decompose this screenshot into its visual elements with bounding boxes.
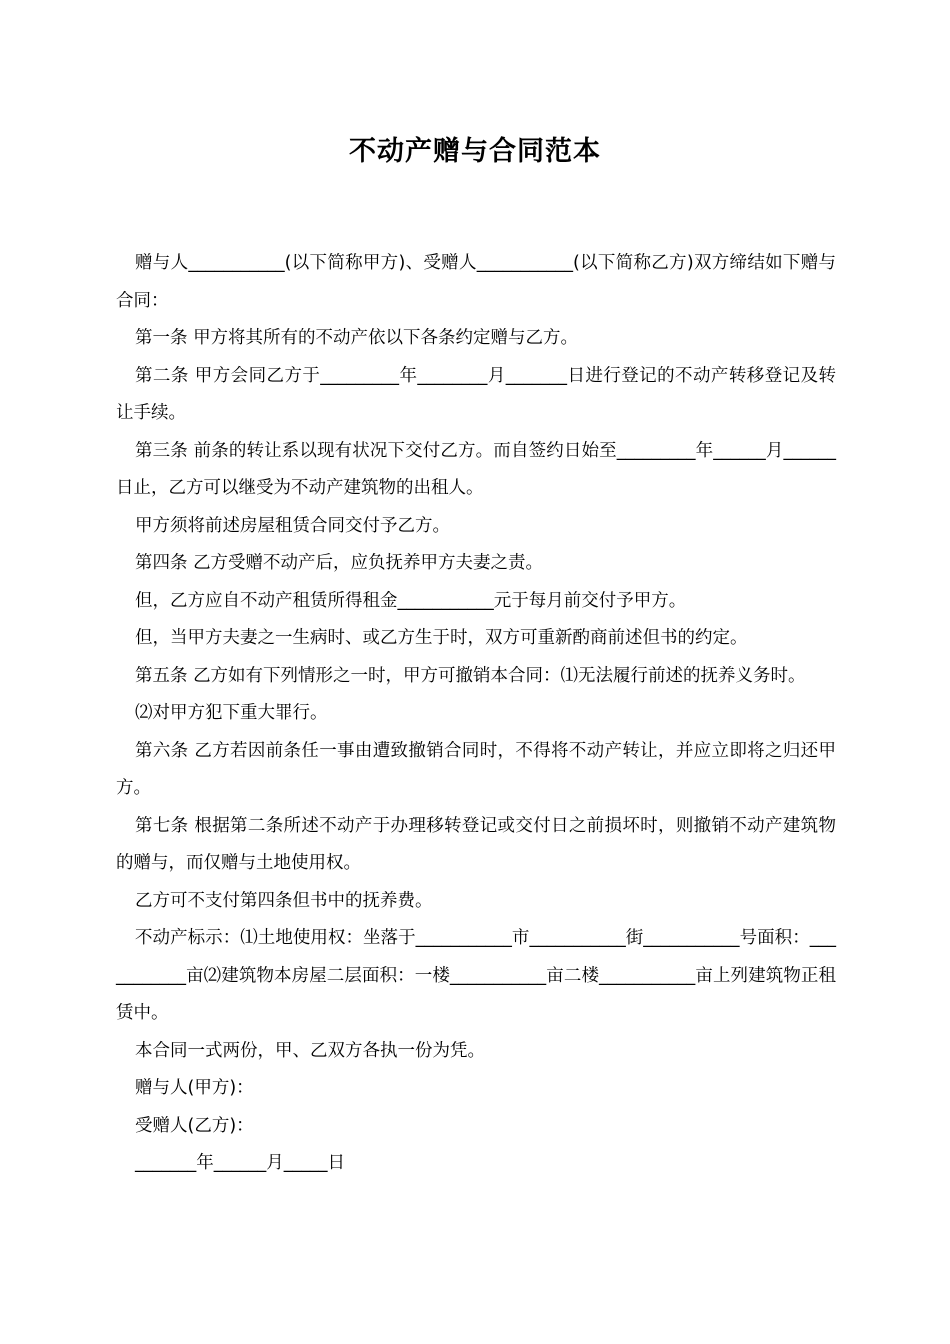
article-2: 第二条 甲方会同乙方于_________年________月_______日进行登记的不动产转移登记及转让手续。: [116, 365, 836, 423]
donee-signature-line: 受赠人(乙方)：: [135, 1115, 254, 1136]
donor-signature-line: 赠与人(甲方)：: [135, 1078, 254, 1098]
document-title: 不动产赠与合同范本: [349, 136, 601, 167]
date-line: _______年______月_____日: [135, 1153, 345, 1173]
intro-paragraph: 赠与人___________(以下简称甲方)、受赠人___________(以下简称乙方)双方缔结如下赠与合同：: [116, 253, 836, 311]
article-3: 第三条 前条的转让系以现有状况下交付乙方。而自签约日始至_________年______月______日止，乙方可以继受为不动产建筑物的出租人。: [116, 440, 836, 498]
article-7: 第七条 根据第二条所述不动产于办理移转登记或交付日之前损坏时，则撤销不动产建筑物的赠与，而仅赠与土地使用权。: [116, 815, 836, 873]
article-4-proviso-1: 但，乙方应自不动产租赁所得租金___________元于每月前交付予甲方。: [135, 590, 687, 611]
article-6: 第六条 乙方若因前条任一事由遭致撤销合同时，不得将不动产转让，并应立即将之归还甲方。: [116, 740, 836, 798]
property-description: 不动产标示：⑴土地使用权：坐落于___________市___________街___________号面积：___________亩⑵建筑物本房屋二层面积：一楼___________亩二楼___________亩上列建筑物正租赁中。: [116, 928, 836, 1023]
article-4-proviso-2: 但，当甲方夫妻之一生病时、或乙方生于时，双方可重新酌商前述但书的约定。: [135, 628, 748, 648]
copies-clause: 本合同一式两份，甲、乙双方各执一份为凭。: [135, 1040, 485, 1061]
document-body: [116, 245, 836, 1183]
article-5: 第五条 乙方如有下列情形之一时，甲方可撤销本合同：⑴无法履行前述的抚养义务时。: [135, 665, 806, 686]
article-5-item-2: ⑵对甲方犯下重大罪行。: [135, 703, 328, 723]
article-4: 第四条 乙方受赠不动产后，应负抚养甲方夫妻之责。: [135, 553, 544, 573]
article-7-note: 乙方可不支付第四条但书中的抚养费。: [135, 890, 433, 911]
article-3-note: 甲方须将前述房屋租赁合同交付予乙方。: [135, 515, 450, 536]
article-1: 第一条 甲方将其所有的不动产依以下各条约定赠与乙方。: [135, 328, 579, 348]
